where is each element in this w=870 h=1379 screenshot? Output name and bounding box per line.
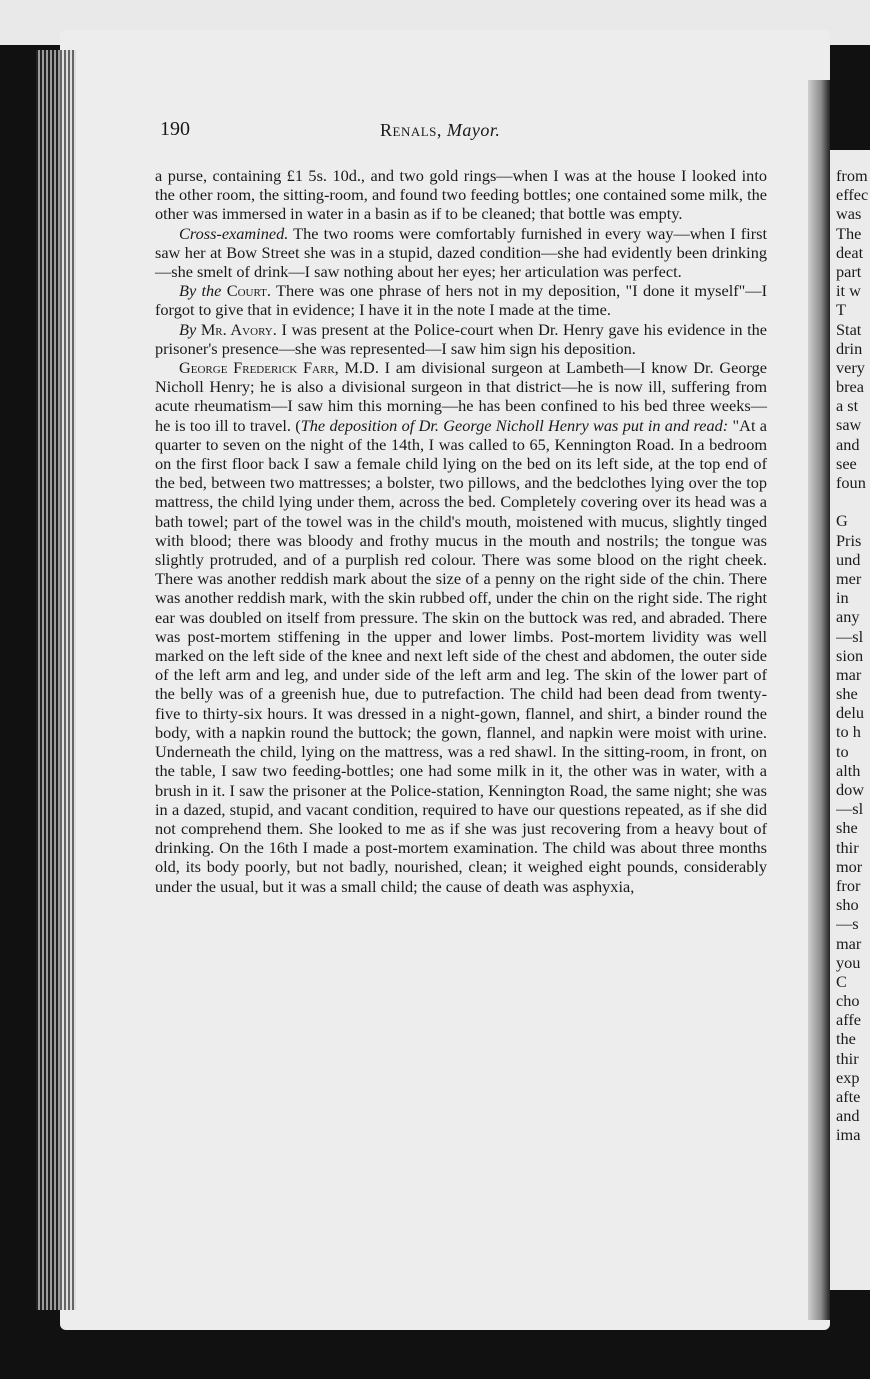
right-page-line-fragment: brea xyxy=(836,377,865,397)
cross-examined-label: Cross-examined. xyxy=(179,223,289,243)
right-page-line-fragment: drin xyxy=(836,338,863,358)
right-page-line-fragment: dow xyxy=(836,780,865,799)
right-page-line-fragment: foun xyxy=(836,473,866,492)
right-page-line-fragment: was xyxy=(836,204,862,224)
paragraph-4 xyxy=(155,320,767,358)
right-page-line-fragment: exp xyxy=(836,1067,860,1087)
right-page-line-fragment: affe xyxy=(836,1010,862,1030)
deposition-note: The deposition of Dr. George Nicholl Henry was put in and read: xyxy=(300,415,729,435)
right-page-line-fragment: mar xyxy=(836,664,862,684)
right-page-line-fragment: deat xyxy=(836,242,864,262)
right-page-line-fragment: mor xyxy=(836,856,863,876)
page-header xyxy=(160,118,760,148)
paragraph-2 xyxy=(155,224,767,282)
right-page-line-fragment: to h xyxy=(836,722,861,742)
right-page-line-fragment: Stat xyxy=(836,319,862,339)
right-page-line-fragment: T xyxy=(836,300,846,320)
right-page-line-fragment: the xyxy=(836,1029,856,1049)
right-page-line-fragment: —sl xyxy=(836,799,864,819)
right-page-line-fragment: sion xyxy=(836,645,864,665)
paragraph-5-text: M.D. I am divisional surgeon at Lambeth—I know Dr. George Nicholl Henry; he is also a divisional surgeon in that district—he is now ill, suffering from acute rheumatism—I saw him this morning—he has been confined to his bed three weeks—he is too ill to travel. ( xyxy=(155,358,767,435)
right-page-line-fragment: very xyxy=(836,357,865,377)
deposition-text: "At a quarter to seven on the night of the 14th, I was called to 65, Kennington Road. In a bedroom on the first floor back I saw a female child lying on the bed on its left side, at the top end of the bed, between two mattresses; a bolster, two pillows, and the bedclothes lying over the top mattress, the child lying under them, across the bed. Completely covering over its head was a bath towel; part of the towel was in the child's mouth, moistened with mucus, slightly tinged with blood; there was bloody and frothy mucus in the mouth and nostrils; the tongue was slightly protruded, and of a purplish red colour. There was some blood on the right cheek. There was another reddish mark about the size of a penny on the right side of the chin. There was another reddish mark, with the skin rubbed off, under the chin on the right side. The right ear was doubled on itself from pressure. The skin on the buttock was red, and abraded. There was post-mortem stiffening in the upper and lower limbs. Post-mortem lividity was well marked on the left side of the knee and next left side of the chest and abdomen, the outer side of the left arm and leg, and under side of the left arm and leg. The skin of the lower part of the belly was of a greenish hue, due to putrefaction. The child had been dead from twenty-five to thirty-six hours. It was dressed in a night-gown, flannel, and shirt, a binder round the body, with a napkin round the buttock; the gown, flannel, and napkin were moist with urine. Underneath the child, lying on the mattress, was a red shawl. In the sitting-room, in front, on the table, I saw two feeding-bottles; one had some milk in it, the other was in water, with a brush in it. I saw the prisoner at the Police-station, Kennington Road, the same night; she was in a dazed, stupid, and vacant condition, required to have our questions repeated, as if she did not comprehend them. She looked to me as if she was just recovering from a heavy bout of drinking. On the 16th I made a post-mortem examination. The child was about three months old, its body poorly, but not badly, nourished, clean; it weighed eight pounds, considerably under the usual, but it was a small child; the cause of death was asphyxia, xyxy=(155,415,768,896)
paragraph-4-text: I was present at the Police-court when Dr. Henry gave his evidence in the prisoner's presence—she was represented—I saw him sign his deposition. xyxy=(155,319,768,358)
right-page-line-fragment: you xyxy=(836,952,861,972)
right-page-line-fragment xyxy=(836,492,870,511)
right-page-line-fragment: to xyxy=(836,741,849,761)
right-page-line-fragment: G xyxy=(836,511,848,531)
right-page-line-fragment: it w xyxy=(836,281,861,301)
paragraph-2-text: The two rooms were comfortably furnished in every way—when I first saw her at Bow Street she was in a stupid, dazed condition—she had evidently been drinking—she smelt of drink—I saw nothing about her eyes; her articulation was perfect. xyxy=(155,223,767,282)
right-page-line-fragment: —s xyxy=(836,914,859,934)
right-page-line-fragment: mar xyxy=(836,933,862,953)
right-page-line-fragment: ima xyxy=(836,1125,861,1145)
right-page-line-fragment: delu xyxy=(836,703,865,723)
paragraph-5 xyxy=(155,358,767,896)
right-page-line-fragment: saw xyxy=(836,415,862,435)
paragraph-1: a purse, containing £1 5s. 10d., and two gold rings—when I was at the house I looked into the other room, the sitting-room, and found two feeding bottles; one contained some milk, the other was immersed in water in a basin as if to be cleaned; that bottle was empty. xyxy=(155,166,767,224)
page-number: 190 xyxy=(160,118,190,140)
right-page-line-fragment: thir xyxy=(836,1048,859,1068)
right-page-line-fragment: Pris xyxy=(836,530,862,550)
by-label: By xyxy=(179,319,197,339)
right-page-line-fragment: —sl xyxy=(836,626,864,646)
right-page-line-fragment: part xyxy=(836,261,862,281)
right-page-line-fragment: and xyxy=(836,434,860,454)
paragraph-3 xyxy=(155,281,767,319)
witness-name: George Frederick Farr, xyxy=(179,358,339,378)
running-head-name: Renals, xyxy=(380,120,442,140)
right-page-line-fragment: cho xyxy=(836,991,860,1011)
body-text xyxy=(155,166,767,896)
right-page-line-fragment: afte xyxy=(836,1087,861,1106)
running-head-title: Mayor. xyxy=(446,120,501,140)
right-page-line-fragment: she xyxy=(836,818,858,838)
right-page-line-fragment: und xyxy=(836,549,861,569)
paragraph-3-text: There was one phrase of hers not in my deposition, "I done it myself"—I forgot to give that in evidence; I have it in the note I made at the time. xyxy=(155,281,767,320)
court-label: Court. xyxy=(226,281,271,301)
right-page-line-fragment: see xyxy=(836,453,857,473)
running-head xyxy=(380,120,500,141)
book-gutter xyxy=(808,80,830,1320)
right-page-line-fragment: alth xyxy=(836,760,861,780)
right-page-line-fragment: thir xyxy=(836,837,859,857)
page-stack-edges xyxy=(36,50,76,1310)
right-page-line-fragment: The xyxy=(836,223,862,243)
right-page-line-fragment: she xyxy=(836,684,858,704)
right-page-line-fragment: mer xyxy=(836,568,862,588)
right-page-line-fragment: fror xyxy=(836,875,861,895)
right-page-line-fragment: a st xyxy=(836,396,859,416)
right-page-line-fragment: and xyxy=(836,1106,860,1126)
right-page-line-fragment: sho xyxy=(836,895,859,915)
avory-label: Mr. Avory. xyxy=(200,319,277,339)
right-page-line-fragment: in xyxy=(836,588,849,608)
by-the-label: By the xyxy=(179,281,222,301)
right-page-line-fragment: C xyxy=(836,971,847,991)
right-page-line-fragment: any xyxy=(836,607,860,627)
right-page-line-fragment: from xyxy=(836,166,868,185)
right-page-column xyxy=(836,166,870,1145)
right-page-line-fragment: effec xyxy=(836,185,869,205)
